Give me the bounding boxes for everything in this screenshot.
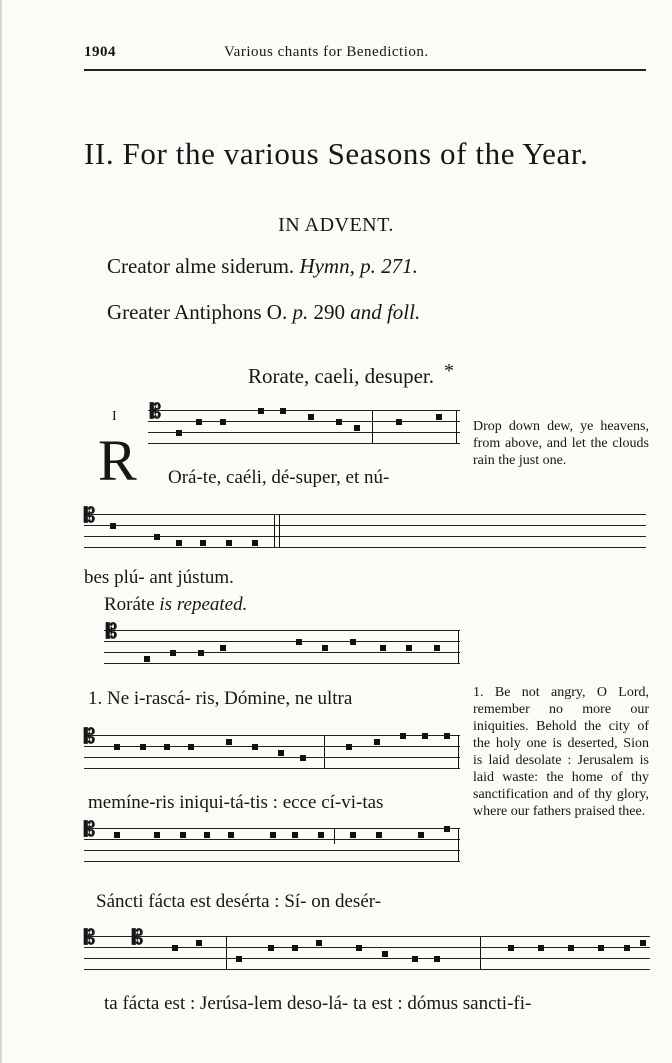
staff-line <box>84 536 646 537</box>
bar-line <box>458 735 459 768</box>
staff-line <box>84 958 650 959</box>
neume <box>176 540 182 546</box>
neume <box>400 733 406 739</box>
clef-sign: 𝄡 <box>84 726 96 748</box>
neume <box>296 639 302 645</box>
neume <box>412 956 418 962</box>
neume <box>598 945 604 951</box>
neume <box>322 645 328 651</box>
neume <box>258 408 264 414</box>
bar-line <box>274 514 275 547</box>
neume <box>172 945 178 951</box>
header-rule <box>84 69 646 71</box>
clef-sign: 𝄡 <box>84 505 96 527</box>
neume <box>418 832 424 838</box>
bar-line <box>324 735 325 768</box>
neume <box>444 733 450 739</box>
verse-translation: 1. Be not angry, O Lord, remember no more our iniquities. Behold the city of the holy one is deserted, Sion is laid desolate : Jerusalem is laid waste: the home of thy sanctification and of thy glory, where our fathers praised thee. <box>473 685 649 819</box>
neume <box>180 832 186 838</box>
staff-line <box>84 839 460 840</box>
bar-line <box>480 936 481 969</box>
repeat-instruction: is repeated. <box>159 594 248 615</box>
neume <box>196 419 202 425</box>
repeat-word: Roráte <box>104 594 155 615</box>
staff-line <box>84 547 646 548</box>
neume <box>376 832 382 838</box>
neume <box>374 739 380 745</box>
subsection-title: IN ADVENT. <box>278 214 394 236</box>
neume <box>110 523 116 529</box>
neume <box>188 744 194 750</box>
neume <box>154 534 160 540</box>
initial-letter: R <box>98 428 137 493</box>
antiphons-p: p. <box>292 300 309 324</box>
neume <box>436 414 442 420</box>
lyric-line-2: bes plú- ant jústum. <box>84 567 234 588</box>
neume <box>624 945 630 951</box>
staff-line <box>104 663 460 664</box>
neume <box>170 650 176 656</box>
neume <box>292 945 298 951</box>
neume <box>252 540 258 546</box>
neume <box>164 744 170 750</box>
chant-staff-1 <box>148 401 460 448</box>
clef-sign: 𝄡 <box>106 621 118 643</box>
neume <box>640 940 646 946</box>
neume <box>198 650 204 656</box>
staff-line <box>104 652 460 653</box>
neume <box>270 832 276 838</box>
staff-line <box>148 410 460 411</box>
lyric-line-1: Orá-te, caéli, dé-super, et nú- <box>168 467 390 488</box>
antiphon-title-text: Rorate, caeli, desuper. <box>248 364 435 388</box>
neume <box>196 940 202 946</box>
neume <box>406 645 412 651</box>
clef-sign: 𝄡 <box>84 927 96 949</box>
neume <box>336 419 342 425</box>
chant-staff-3 <box>104 621 460 668</box>
hymn-page-ref: Hymn, p. 271. <box>299 254 418 278</box>
lyric-line-4: 1. Ne i-rascá- ris, Dómine, ne ultra <box>88 688 353 709</box>
chant-staff-6 <box>84 927 650 976</box>
neume <box>350 639 356 645</box>
staff-line <box>84 757 460 758</box>
mode-number: I <box>112 409 117 424</box>
staff-line <box>84 936 650 937</box>
neume <box>140 744 146 750</box>
staff-line <box>84 514 646 515</box>
chant-staff-4 <box>84 726 460 773</box>
bar-line <box>279 514 280 547</box>
neume <box>292 832 298 838</box>
staff-line <box>84 969 650 970</box>
neume <box>318 832 324 838</box>
neume <box>144 656 150 662</box>
lyric-line-5: memíne-ris iniqui-tá-tis : ecce cí-vi-tas <box>88 792 384 813</box>
neume <box>280 408 286 414</box>
antiphon-title <box>248 360 454 389</box>
neume <box>236 956 242 962</box>
neume <box>346 744 352 750</box>
neume <box>316 940 322 946</box>
lyric-line-7: ta fácta est : Jerúsa-lem deso-lá- ta est : dómus sancti-fi- <box>104 993 532 1014</box>
neume <box>568 945 574 951</box>
section-title: II. For the various Seasons of the Year. <box>84 136 589 171</box>
lyric-line-6: Sáncti fácta est desérta : Sí- on desér- <box>96 891 382 912</box>
clef-change-sign: 𝄡 <box>132 927 144 949</box>
bar-line <box>458 828 459 861</box>
neume <box>382 951 388 957</box>
page-edge-shadow <box>0 0 2 1063</box>
neume <box>220 419 226 425</box>
staff-line <box>84 768 460 769</box>
neume <box>228 832 234 838</box>
neume <box>396 419 402 425</box>
running-title: Various chants for Benediction. <box>224 44 429 60</box>
neume <box>278 750 284 756</box>
neume <box>444 826 450 832</box>
neume <box>204 832 210 838</box>
staff-line <box>148 421 460 422</box>
staff-line <box>148 432 460 433</box>
neume <box>354 425 360 431</box>
bar-line <box>372 410 373 443</box>
neume <box>176 430 182 436</box>
hymn-reference <box>107 254 418 279</box>
chant-staff-5 <box>84 819 460 866</box>
hymn-name: Creator alme siderum. <box>107 254 295 278</box>
staff-line <box>84 947 650 948</box>
neume <box>300 755 306 761</box>
chant-staff-2 <box>84 505 646 552</box>
antiphons-page: 290 <box>313 300 345 324</box>
neume <box>538 945 544 951</box>
neume <box>200 540 206 546</box>
bar-line <box>458 630 459 663</box>
neume <box>434 645 440 651</box>
staff-line <box>84 828 460 829</box>
neume <box>154 832 160 838</box>
page-number: 1904 <box>84 44 116 60</box>
staff-line <box>84 861 460 862</box>
repeat-note <box>104 594 247 616</box>
antiphons-reference <box>107 300 420 325</box>
neume <box>252 744 258 750</box>
asterisk-mark: * <box>444 360 455 382</box>
clef-sign: 𝄡 <box>84 819 96 841</box>
neume <box>226 540 232 546</box>
antiphons-following: and foll. <box>350 300 421 324</box>
antiphon-translation: Drop down dew, ye heavens, from above, and let the clouds rain the just one. <box>473 419 649 468</box>
neume <box>508 945 514 951</box>
bar-line <box>456 410 457 443</box>
neume <box>268 945 274 951</box>
antiphons-name: Greater Antiphons O. <box>107 300 288 324</box>
staff-line <box>104 641 460 642</box>
neume <box>114 832 120 838</box>
neume <box>356 945 362 951</box>
neume <box>434 956 440 962</box>
bar-line <box>334 828 335 844</box>
staff-line <box>84 525 646 526</box>
neume <box>308 414 314 420</box>
clef-sign: 𝄡 <box>150 401 162 423</box>
staff-line <box>104 630 460 631</box>
staff-line <box>148 443 460 444</box>
staff-line <box>84 850 460 851</box>
neume <box>220 645 226 651</box>
neume <box>114 744 120 750</box>
neume <box>226 739 232 745</box>
neume <box>422 733 428 739</box>
neume <box>350 832 356 838</box>
bar-line <box>226 936 227 969</box>
neume <box>380 645 386 651</box>
